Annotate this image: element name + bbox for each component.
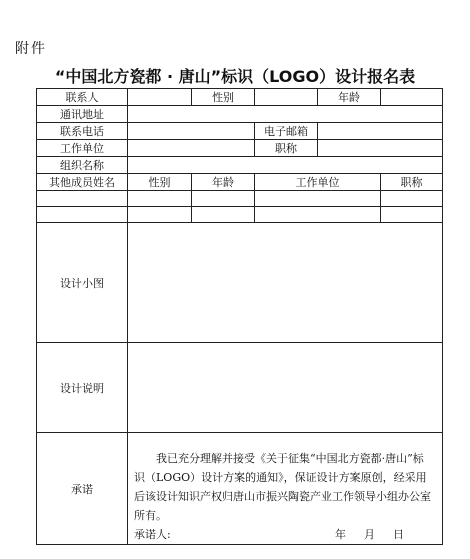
member-age-field[interactable] <box>192 191 255 207</box>
attachment-label: 附件 <box>15 41 47 57</box>
date-day: 日 <box>393 528 404 541</box>
contact-person-label: 联系人 <box>37 89 128 106</box>
member-row <box>37 191 443 207</box>
design-sketch-area[interactable] <box>128 223 443 343</box>
signer-label: 承诺人: <box>134 528 171 541</box>
member-job-title-field[interactable] <box>381 191 443 207</box>
member-age-header: 年龄 <box>192 174 255 191</box>
row-design-sketch <box>37 223 443 343</box>
pledge-area <box>128 433 443 545</box>
employer-label: 工作单位 <box>37 140 128 157</box>
form-title: “中国北方瓷都 · 唐山”标识（LOGO）设计报名表 <box>54 67 416 86</box>
member-employer-header: 工作单位 <box>255 174 381 191</box>
age-label: 年龄 <box>318 89 381 106</box>
phone-field[interactable] <box>128 123 255 140</box>
member-gender-field[interactable] <box>128 207 192 223</box>
row-employer <box>37 140 443 157</box>
member-gender-field[interactable] <box>128 191 192 207</box>
org-name-field[interactable] <box>128 157 443 174</box>
pledge-text: 我已充分理解并接受《关于征集“中国北方瓷都·唐山”标识（LOGO）设计方案的通知》，保证设计方案原创，经采用后该设计知识产权归唐山市振兴陶瓷产业工作领导小组办公室所有。 <box>134 452 431 522</box>
member-gender-header: 性别 <box>128 174 192 191</box>
row-phone <box>37 123 443 140</box>
row-pledge <box>37 433 443 545</box>
design-sketch-label: 设计小图 <box>37 223 128 343</box>
job-title-label: 职称 <box>255 140 318 157</box>
member-employer-field[interactable] <box>255 191 381 207</box>
signature-date <box>317 525 404 544</box>
member-job-title-header: 职称 <box>381 174 443 191</box>
member-job-title-field[interactable] <box>381 207 443 223</box>
date-month: 月 <box>364 528 375 541</box>
email-field[interactable] <box>318 123 443 140</box>
design-notes-label: 设计说明 <box>37 343 128 433</box>
org-name-label: 组织名称 <box>37 157 128 174</box>
date-year: 年 <box>335 528 346 541</box>
registration-form <box>36 88 443 545</box>
address-label: 通讯地址 <box>37 106 128 123</box>
job-title-field[interactable] <box>318 140 443 157</box>
member-row <box>37 207 443 223</box>
row-members-header <box>37 174 443 191</box>
gender-field[interactable] <box>255 89 318 106</box>
email-label: 电子邮箱 <box>255 123 318 140</box>
row-org <box>37 157 443 174</box>
address-field[interactable] <box>128 106 443 123</box>
age-field[interactable] <box>381 89 443 106</box>
member-name-field[interactable] <box>37 191 128 207</box>
phone-label: 联系电话 <box>37 123 128 140</box>
pledge-label: 承诺 <box>37 433 128 545</box>
row-design-notes <box>37 343 443 433</box>
member-name-header: 其他成员姓名 <box>37 174 128 191</box>
row-contact <box>37 89 443 106</box>
gender-label: 性别 <box>192 89 255 106</box>
member-name-field[interactable] <box>37 207 128 223</box>
member-employer-field[interactable] <box>255 207 381 223</box>
contact-person-field[interactable] <box>128 89 192 106</box>
design-notes-area[interactable] <box>128 343 443 433</box>
row-address <box>37 106 443 123</box>
employer-field[interactable] <box>128 140 255 157</box>
signature-line <box>134 525 432 544</box>
member-age-field[interactable] <box>192 207 255 223</box>
